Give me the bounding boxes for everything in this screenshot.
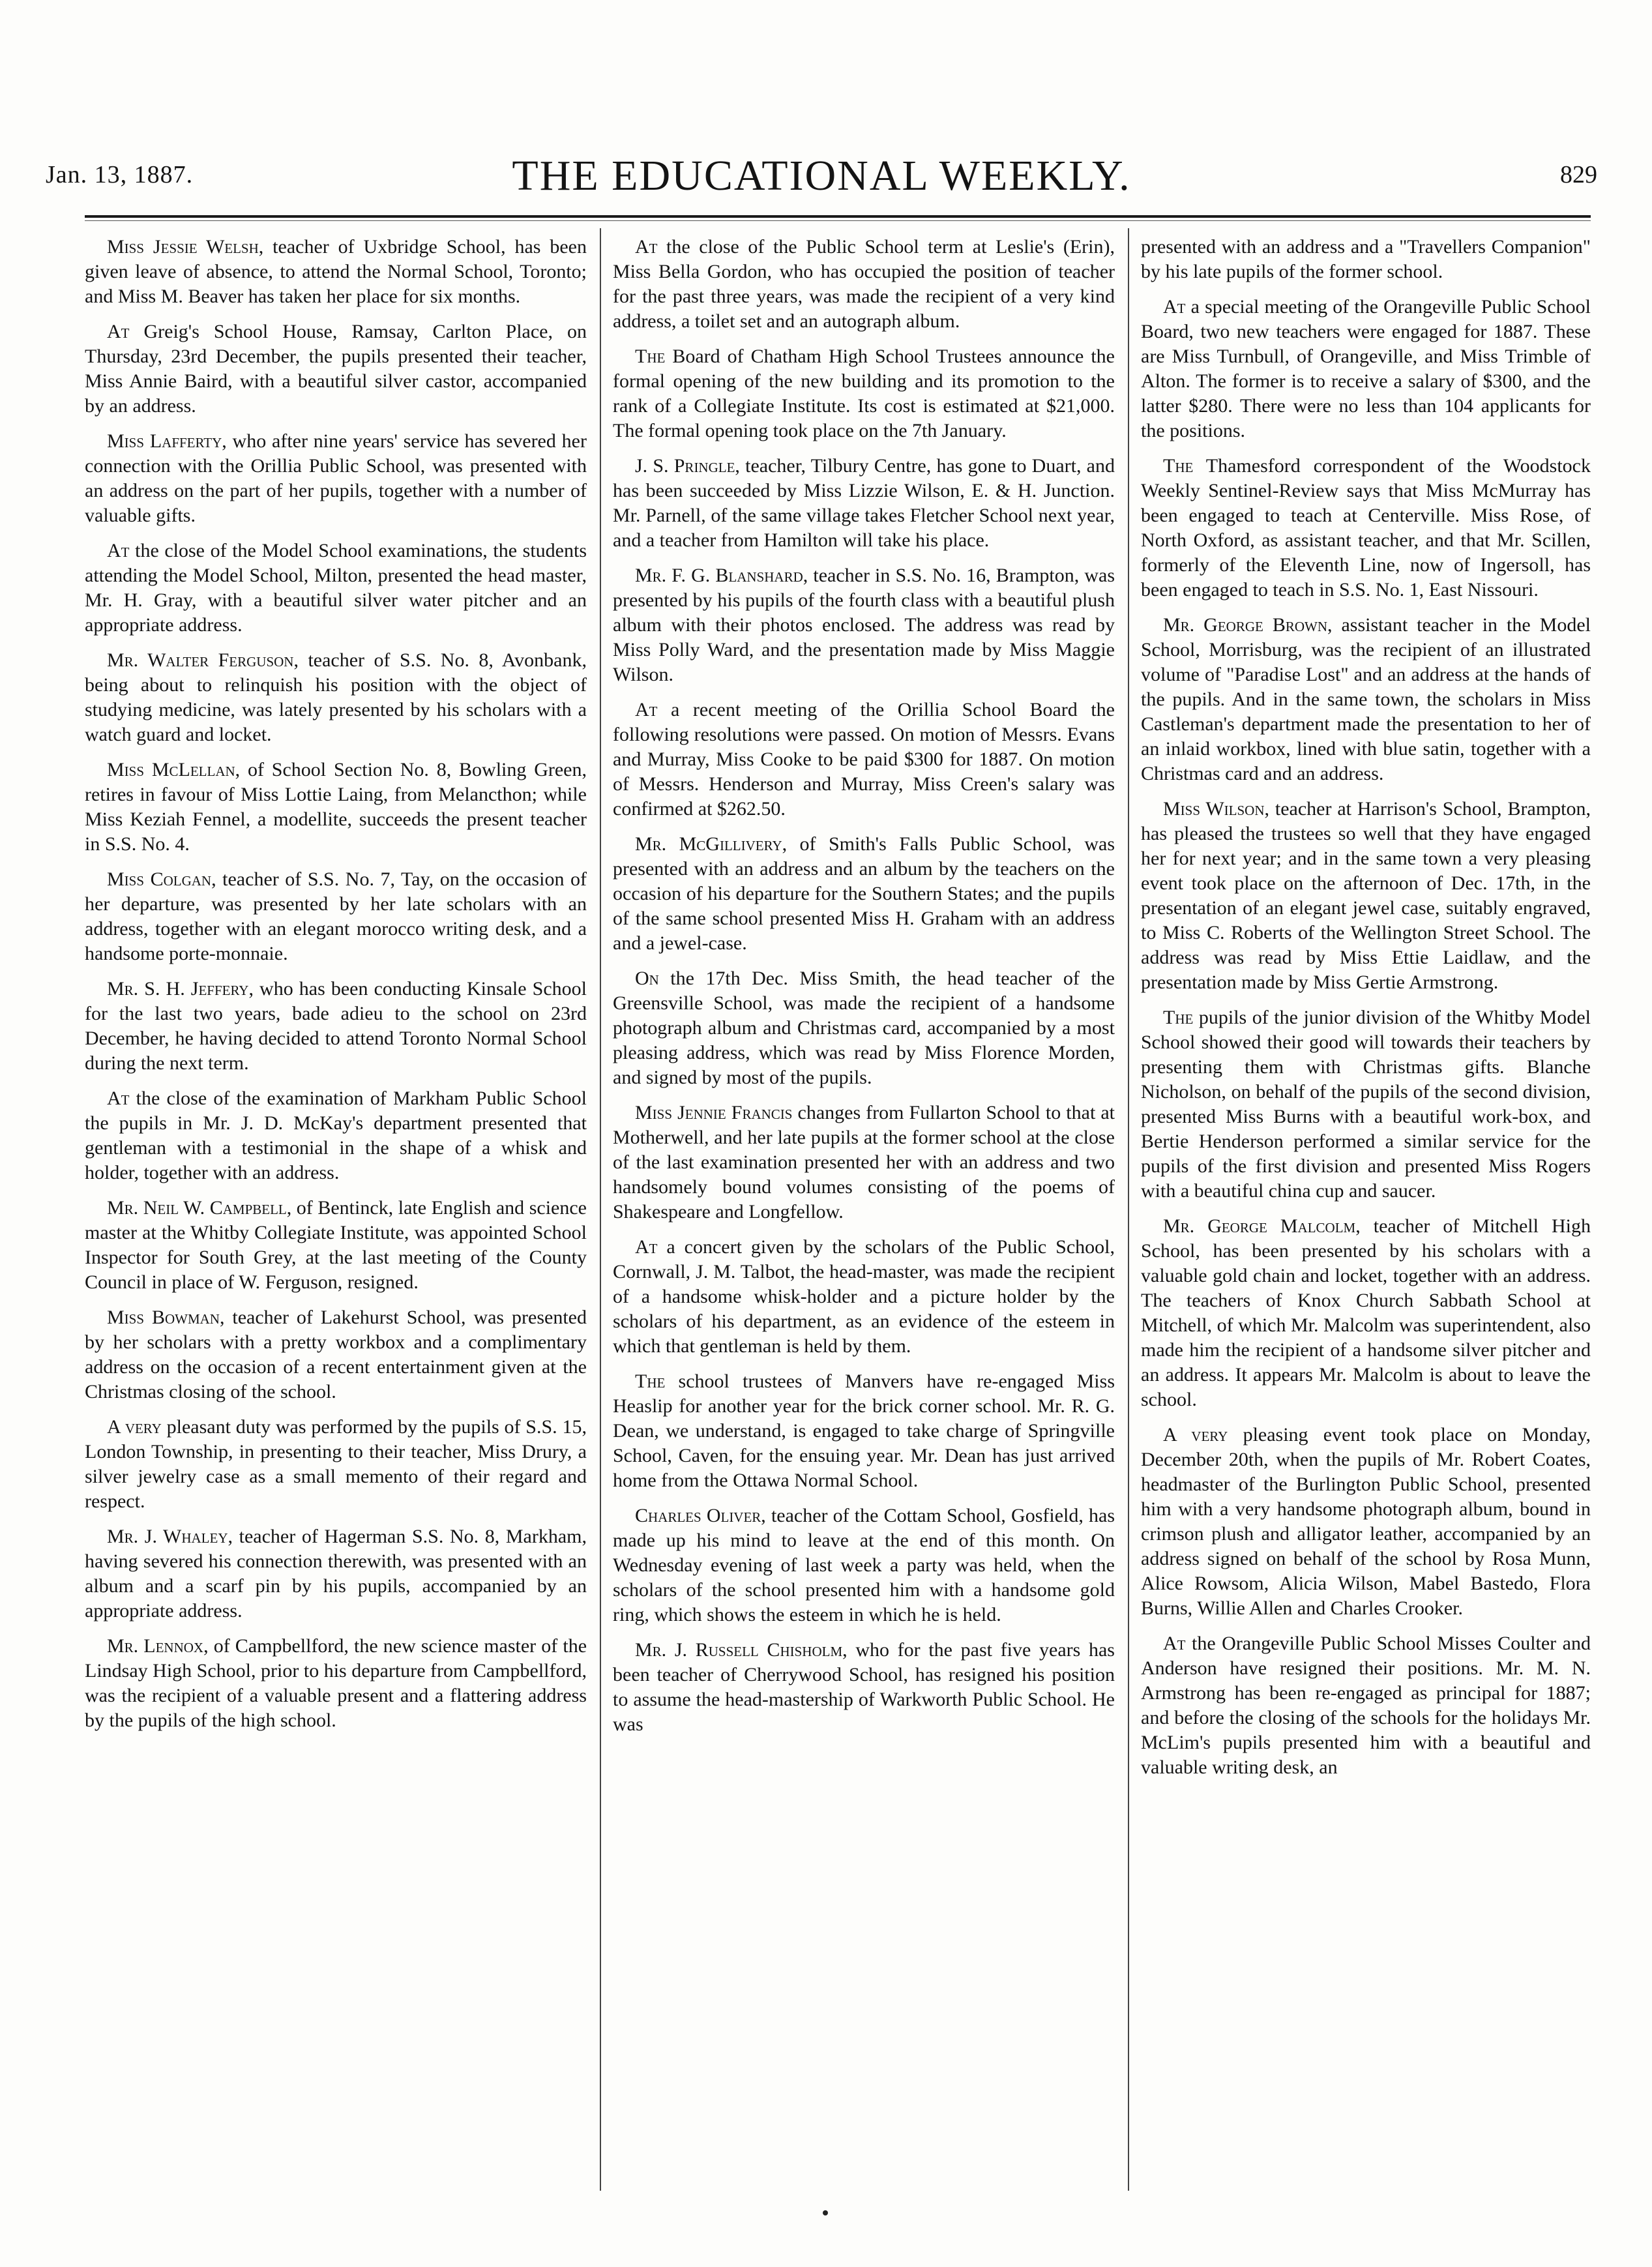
paragraph-lead: Miss Jennie Francis [635,1102,793,1123]
issue-date: Jan. 13, 1887. [46,161,194,188]
article-paragraph [85,1086,587,1185]
paragraph-lead: At [1163,1633,1186,1654]
paragraph-text: teacher of Uxbridge School, has been given leave of absence, to attend the Normal School, Toronto; and Miss M. Beaver has taken her place for six months. [85,236,587,307]
paragraph-lead: J. S. Pringle, [635,455,740,477]
article-paragraph [613,344,1115,443]
masthead-title: THE EDUCATIONAL WEEKLY. [512,152,1131,200]
article-paragraph [613,832,1115,956]
article-paragraph [85,977,587,1076]
paragraph-text: the close of the Public School term at Leslie's (Erin), Miss Bella Gordon, who has occupied the position of teacher for the past three years, was made the recipient of a very kind address, a toilet set and an autograph album. [613,236,1115,332]
paragraph-lead: At [107,321,130,342]
paragraph-text: a concert given by the scholars of the Public School, Cornwall, J. M. Talbot, the head-master, was made the recipient of a handsome whisk-holder and a picture holder by the scholars of his department, as an evidence of the esteem in which that gentleman is held by them. [613,1236,1115,1357]
paragraph-text: who for the past five years has been teacher of Cherrywood School, has resigned his position to assume the head-mastership of Warkworth Public School. He was [613,1639,1115,1735]
article-paragraph [1141,1214,1591,1412]
paragraph-text: teacher in S.S. No. 16, Brampton, was presented by his pupils of the fourth class with a beautiful plush album with their photos enclosed. The address was read by Miss Polly Ward, and the presentation made by Miss Maggie Wilson. [613,565,1115,685]
paragraph-lead: At [635,699,658,720]
column-2 [613,235,1115,1747]
paragraph-text: teacher of Mitchell High School, has been presented by his scholars with a valuable gold chain and locket, together with an address. The teachers of Knox Church Sabbath School at Mitchell, of which Mr. Malcolm was superintendent, also made him the recipient of a handsome silver pitcher and an address. It appears Mr. Malcolm is about to leave the school. [1141,1215,1591,1410]
paragraph-lead: At [635,236,658,258]
paragraph-text: presented with an address and a "Travellers Companion" by his late pupils of the former school. [1141,236,1591,282]
paragraph-text: who after nine years' service has severed her connection with the Orillia Public School, was presented with an address on the part of her pupils, together with a number of valuable gifts. [85,430,587,526]
paragraph-text: the 17th Dec. Miss Smith, the head teacher of the Greensville School, was made the recipient of a handsome photograph album and Christmas card, accompanied by a most pleasing address, which was read by Miss Florence Morden, and signed by most of the pupils. [613,968,1115,1088]
page-number: 829 [1560,161,1597,188]
article-paragraph [85,1305,587,1404]
paragraph-text: teacher of S.S. No. 8, Avonbank, being about to relinquish his position with the object of studying medicine, was lately presented by his scholars with a watch guard and locket. [85,649,587,745]
article-paragraph [85,867,587,966]
column-divider [1128,228,1129,2191]
article-paragraph [613,1504,1115,1627]
article-paragraph [1141,295,1591,443]
paragraph-lead: Charles Oliver, [635,1505,766,1526]
paragraph-text: teacher of S.S. No. 7, Tay, on the occasion of her departure, was presented by her late scholars with an address, together with an elegant morocco writing desk, and a handsome porte-monnaie. [85,868,587,964]
article-paragraph [613,1235,1115,1359]
paragraph-lead: Mr. J. Whaley, [107,1526,233,1547]
article-paragraph [1141,1005,1591,1204]
article-paragraph [85,648,587,747]
paragraph-text: teacher of the Cottam School, Gosfield, has made up his mind to leave at the end of this month. On Wednesday evening of last week a party was held, when the scholars of the school presented him with a handsome gold ring, which shows the esteem in which he is held. [613,1505,1115,1625]
article-paragraph [1141,235,1591,284]
paragraph-lead: Mr. George Brown, [1163,614,1333,636]
article-paragraph [613,1638,1115,1737]
paragraph-text: a special meeting of the Orangeville Public School Board, two new teachers were engaged for 1887. These are Miss Turnbull, of Orangeville, and Miss Trimble of Alton. The former is to receive a salary of $300, and the latter $280. There were no less than 104 applicants for the positions. [1141,296,1591,441]
paragraph-lead: At [107,540,130,561]
paragraph-text: Greig's School House, Ramsay, Carlton Place, on Thursday, 23rd December, the pupils presented their teacher, Miss Annie Baird, with a beautiful silver castor, accompanied by an address. [85,321,587,417]
paragraph-lead: Miss McLellan, [107,759,241,780]
article-paragraph [1141,1423,1591,1621]
footer-dot [823,2210,828,2215]
paragraph-text: of School Section No. 8, Bowling Green, retires in favour of Miss Lottie Laing, from Melancthon; while Miss Keziah Fennel, a modellite, succeeds the present teacher in S.S. No. 4. [85,759,587,855]
paragraph-text: a recent meeting of the Orillia School Board the following resolutions were passed. On motion of Messrs. Evans and Murray, Miss Cooke to be paid $300 for 1887. On motion of Messrs. Henderson and Murray, Miss Creen's salary was confirmed at $262.50. [613,699,1115,820]
article-paragraph [613,966,1115,1090]
column-1 [85,235,587,1743]
paragraph-text: Board of Chatham High School Trustees announce the formal opening of the new building and its promotion to the rank of a Collegiate Institute. Its cost is estimated at $21,000. The formal opening took place on the 7th January. [613,346,1115,441]
article-paragraph [85,1415,587,1514]
article-paragraph [85,1196,587,1295]
paragraph-text: of Smith's Falls Public School, was presented with an address and an album by the teachers on the occasion of his departure for the Southern States; and the pupils of the same school presented Miss H. Graham with an address and a jewel-case. [613,833,1115,954]
paragraph-lead: At [1163,296,1186,318]
article-paragraph [85,235,587,309]
paragraph-text: the close of the Model School examinations, the students attending the Model School, Milton, presented the head master, Mr. H. Gray, with a beautiful silver water pitcher and an appropriate address. [85,540,587,636]
paragraph-lead: Miss Bowman, [107,1307,225,1328]
article-paragraph [85,758,587,857]
paragraph-text: teacher at Harrison's School, Brampton, has pleased the trustees so well that they have engaged her for next year; and in the same town a very pleasing event took place on the afternoon of Dec. 17th, in the presentation of an elegant jewel case, suitably engraved, to Miss C. Roberts of the Wellington Street School. The address was read by Miss Ettie Laidlaw, and the presentation made by Miss Gertie Armstrong. [1141,798,1591,993]
article-paragraph [85,1634,587,1733]
paragraph-lead: A very [107,1416,162,1438]
paragraph-text: teacher, Tilbury Centre, has gone to Duart, and has been succeeded by Miss Lizzie Wilson, E. & H. Junction. Mr. Parnell, of the same village takes Fletcher School next year, and a teacher from Hamilton will take his place. [613,455,1115,551]
paragraph-lead: On [635,968,659,989]
article-paragraph [613,1101,1115,1224]
paragraph-text: the Orangeville Public School Misses Coulter and Anderson have resigned their positions. Mr. M. N. Armstrong has been re-engaged as principal for 1887; and before the closing of the schools for the holidays Mr. McLim's pupils presented him with a beautiful and valuable writing desk, an [1141,1633,1591,1778]
paragraph-lead: Mr. George Malcolm, [1163,1215,1361,1237]
paragraph-text: who has been conducting Kinsale School for the last two years, bade adieu to the school on 23rd December, he having decided to attend Toronto Normal School during the next term. [85,978,587,1074]
paragraph-text: of Campbellford, the new science master of the Lindsay High School, prior to his departure from Campbellford, was the recipient of a valuable present and a flattering address by the pupils of the high school. [85,1635,587,1731]
paragraph-text: pupils of the junior division of the Whitby Model School showed their good will towards their teachers by presenting them with Christmas gifts. Blanche Nicholson, on behalf of the pupils of the second division, presented Miss Burns with a beautiful work-box, and Bertie Henderson performed a similar service for the pupils of the first division and presented Miss Rogers with a beautiful china cup and saucer. [1141,1007,1591,1202]
paragraph-text: the close of the examination of Markham Public School the pupils in Mr. J. D. McKay's department presented that gentleman with a testimonial in the shape of a whisk and holder, together with an address. [85,1088,587,1183]
column-divider [600,228,601,2191]
header-rule [85,215,1591,218]
paragraph-text: of Bentinck, late English and science master at the Whitby Collegiate Institute, was appointed School Inspector for South Grey, at the last meeting of the County Council in place of W. Ferguson, resigned. [85,1197,587,1293]
article-paragraph [613,1369,1115,1493]
article-paragraph [613,235,1115,334]
paragraph-lead: Mr. McGillivery, [635,833,788,855]
article-paragraph [613,563,1115,687]
article-paragraph [1141,454,1591,602]
page-header [46,151,1597,203]
paragraph-lead: Mr. Walter Ferguson, [107,649,299,671]
header-rule-thin [85,220,1591,221]
paragraph-lead: Miss Lafferty, [107,430,227,452]
paragraph-lead: At [635,1236,658,1258]
article-paragraph [1141,1631,1591,1780]
paragraph-lead: The [1163,1007,1194,1028]
paragraph-lead: Mr. S. H. Jeffery, [107,978,254,1000]
article-paragraph [613,454,1115,553]
article-paragraph [1141,613,1591,786]
article-paragraph [85,319,587,419]
column-3 [1141,235,1591,1790]
paragraph-text: teacher of Hagerman S.S. No. 8, Markham, having severed his connection therewith, was presented with an album and a scarf pin by his pupils, accompanied by an appropriate address. [85,1526,587,1622]
paragraph-lead: The [635,1371,666,1392]
paragraph-lead: Mr. F. G. Blanshard, [635,565,808,586]
paragraph-lead: The [635,346,666,367]
paragraph-text: pleasant duty was performed by the pupils of S.S. 15, London Township, in presenting to their teacher, Miss Drury, a silver jewelry case as a small memento of their regard and respect. [85,1416,587,1512]
paragraph-lead: Miss Jessie Welsh, [107,236,264,258]
article-paragraph [1141,797,1591,995]
article-paragraph [613,698,1115,822]
paragraph-text: assistant teacher in the Model School, Morrisburg, was the recipient of an illustrated volume of "Paradise Lost" and an address at the hands of the pupils. And in the same town, the scholars in Miss Castleman's department made the presentation to her of an inlaid workbox, lined with blue satin, together with a Christmas card and an address. [1141,614,1591,784]
paragraph-text: school trustees of Manvers have re-engaged Miss Heaslip for another year for the brick corner school. Mr. R. G. Dean, we understand, is engaged to take charge of Springville School, Caven, for the ensuing year. Mr. Dean has just arrived home from the Ottawa Normal School. [613,1371,1115,1491]
paragraph-lead: At [107,1088,130,1109]
paragraph-text: changes from Fullarton School to that at Motherwell, and her late pupils at the former school at the close of the last examination presented her with an address and two handsomely bound volumes consisting of the poems of Shakespeare and Longfellow. [613,1102,1115,1222]
paragraph-text: pleasing event took place on Monday, December 20th, when the pupils of Mr. Robert Coates, headmaster of the Burlington Public School, presented him with a very handsome photograph album, bound in crimson plush and alligator leather, accompanied by an address signed on behalf of the school by Rosa Munn, Alice Rowsom, Alicia Wilson, Mabel Bastedo, Flora Burns, Willie Allen and Charles Crooker. [1141,1424,1591,1619]
article-paragraph [85,1524,587,1623]
paragraph-lead: A very [1163,1424,1228,1445]
paragraph-lead: Miss Wilson, [1163,798,1270,820]
paragraph-lead: Mr. Lennox, [107,1635,209,1657]
paragraph-lead: The [1163,455,1194,477]
paragraph-lead: Miss Colgan, [107,868,216,890]
paragraph-lead: Mr. J. Russell Chisholm, [635,1639,848,1661]
paragraph-text: teacher of Lakehurst School, was presented by her scholars with a pretty workbox and a complimentary address on the occasion of a recent entertainment given at the Christmas closing of the school. [85,1307,587,1402]
paragraph-text: Thamesford correspondent of the Woodstock Weekly Sentinel-Review says that Miss McMurray has been engaged to teach at Centerville. Miss Rose, of North Oxford, as assistant teacher, and that Mr. Scillen, formerly of the Eleventh Line, now of Ingersoll, has been engaged to teach in S.S. No. 1, East Nissouri. [1141,455,1591,600]
article-paragraph [85,429,587,528]
article-paragraph [85,539,587,638]
paragraph-lead: Mr. Neil W. Campbell, [107,1197,292,1219]
